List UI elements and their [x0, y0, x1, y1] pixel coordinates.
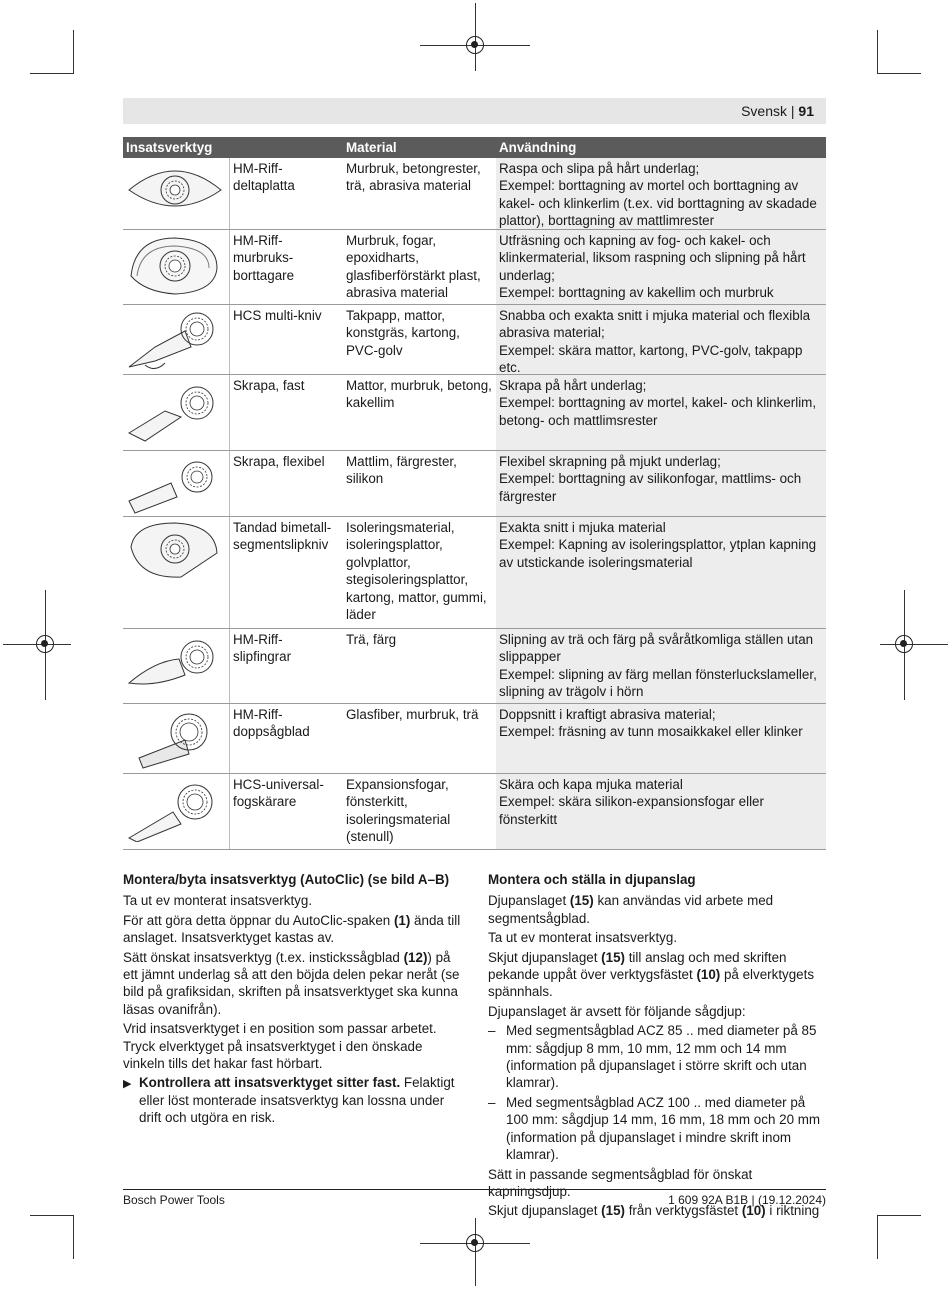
- rigid-scraper-icon: [125, 377, 225, 443]
- crop-mark: [73, 30, 74, 74]
- material-cell: Mattlim, färgrester, silikon: [346, 454, 457, 487]
- mortar-remover-icon: [125, 232, 225, 298]
- usage-cell: Raspa och slipa på hårt underlag; Exempel: borttagning av mortel och borttagning av kakel- och klinkerlim (t.ex. vid borttagning av skadade plattor), borttagning av mattlimrester: [496, 158, 826, 229]
- page-number: 91: [798, 103, 814, 119]
- material-cell: Glasfiber, murbruk, trä: [346, 707, 479, 722]
- table-row: [123, 774, 826, 850]
- tool-image: [123, 158, 230, 229]
- tool-image: [123, 517, 230, 628]
- column-header-tool: Insatsverktyg: [126, 139, 213, 155]
- right-column: [488, 871, 828, 1222]
- footer-doc-id: 1 609 92A B1B | (19.12.2024): [668, 1193, 826, 1207]
- usage-cell: Skrapa på hårt underlag; Exempel: borttagning av mortel, kakel- och klinkerlim, betong- och mattlimsrester: [496, 375, 826, 450]
- usage-cell: Flexibel skrapning på mjukt underlag; Exempel: borttagning av silikonfogar, mattlims- och färgrester: [496, 451, 826, 516]
- paragraph: Sätt önskat insatsverktyg (t.ex. instickssågblad (12)) på ett jämnt underlag så att den böjda delen pekar neråt (se bild på grafiksidan, skriften på insatsverktyget ska kunna läsas ovanifrån).: [123, 949, 460, 1017]
- usage-cell: Doppsnitt i kraftigt abrasiva material; Exempel: fräsning av tunn mosaikkakel eller klinker: [496, 704, 826, 773]
- material-cell: Trä, färg: [346, 632, 397, 647]
- tool-name: Skrapa, flexibel: [233, 454, 325, 469]
- tool-name: HCS-universal-fogskärare: [233, 777, 324, 810]
- tool-image: [123, 629, 230, 703]
- delta-plate-icon: [125, 160, 225, 226]
- paragraph: Sätt in passande segmentsågblad för önskat kapningsdjup.: [488, 1166, 753, 1199]
- registration-target-icon: [466, 1234, 484, 1252]
- sanding-finger-icon: [125, 631, 225, 697]
- crop-mark: [877, 1215, 921, 1216]
- usage-cell: Skära och kapa mjuka material Exempel: skära silikon-expansionsfogar eller fönsterkitt: [496, 774, 826, 849]
- registration-line: [880, 644, 948, 645]
- paragraph: Ta ut ev monterat insatsverktyg.: [488, 930, 678, 946]
- section-heading-depth-stop: Montera och ställa in djupanslag: [488, 872, 696, 887]
- flexible-scraper-icon: [125, 453, 225, 519]
- tool-name: HM-Riff-slipfingrar: [233, 632, 292, 665]
- material-cell: Takpapp, mattor, konstgräs, kartong, PVC-golv: [346, 308, 460, 358]
- tool-name: Skrapa, fast: [233, 378, 305, 393]
- registration-target-icon: [36, 635, 54, 653]
- section-heading-mount: Montera/byta insatsverktyg (AutoClic) (se bild A–B): [123, 872, 450, 887]
- tool-image: [123, 451, 230, 516]
- tool-image: [123, 704, 230, 773]
- tool-name: Tandad bimetall-segmentslipkniv: [233, 520, 332, 553]
- tool-image: [123, 774, 230, 849]
- table-row: [123, 305, 826, 375]
- material-cell: Murbruk, betongrester, trä, abrasiva material: [346, 161, 481, 194]
- table-row: [123, 158, 826, 230]
- crop-mark: [30, 73, 74, 74]
- paragraph: Vrid insatsverktyget i en position som passar arbetet. Tryck elverktyget på insatsverktyget i den önskade vinkeln tills det hakar fast hörbart.: [123, 1021, 437, 1072]
- crop-mark: [877, 73, 921, 74]
- tool-name: HCS multi-kniv: [233, 308, 322, 323]
- warning-note: [123, 1074, 463, 1126]
- tool-name: HM-Riff-murbruks-borttagare: [233, 233, 295, 283]
- paragraph: För att göra detta öppnar du AutoClic-spaken (1) ända till anslaget. Insatsverktyget kastas av.: [123, 912, 461, 946]
- table-row: [123, 629, 826, 704]
- page-header: [123, 98, 826, 124]
- multi-knife-icon: [125, 307, 225, 373]
- tool-image: [123, 305, 230, 374]
- paragraph: Skjut djupanslaget (15) till anslag och med skriften pekande uppåt över verktygsfästet (10) på elverktygets spännhals.: [488, 949, 815, 1000]
- depth-list: [488, 1022, 828, 1163]
- crop-mark: [877, 1215, 878, 1259]
- list-item: – Med segmentsågblad ACZ 100 .. med diameter på 100 mm: sågdjup 14 mm, 16 mm, 18 mm och 20 mm (information på djupanslaget i mindre skrift inom klamrar).: [488, 1094, 821, 1163]
- footer-brand: Bosch Power Tools: [123, 1193, 225, 1207]
- registration-target-icon: [466, 36, 484, 54]
- paragraph: Ta ut ev monterat insatsverktyg.: [123, 893, 313, 909]
- paragraph: Djupanslaget (15) kan användas vid arbete med segmentsågblad.: [488, 893, 774, 926]
- page-footer: [123, 1189, 826, 1207]
- column-header-usage: Användning: [499, 139, 577, 155]
- usage-cell: Exakta snitt i mjuka material Exempel: Kapning av isoleringsplattor, ytplan kapning av utstickande isoleringsmaterial: [496, 517, 826, 628]
- material-cell: Mattor, murbruk, betong, kakellim: [346, 378, 492, 411]
- usage-cell: Utfräsning och kapning av fog- och kakel- och klinkermaterial, liksom raspning och slipning på hårt underlag; Exempel: borttagning av kakellim och murbruk: [496, 230, 826, 304]
- tool-name: HM-Riff-doppsågblad: [233, 707, 310, 740]
- crop-mark: [877, 30, 878, 74]
- table-row: [123, 517, 826, 629]
- crop-mark: [73, 1215, 74, 1259]
- crop-mark: [30, 1215, 74, 1216]
- tool-image: [123, 230, 230, 304]
- registration-target-icon: [895, 635, 913, 653]
- segment-knife-icon: [125, 519, 225, 585]
- paragraph: Skjut djupanslaget (15) från verktygsfästet (10) i riktning: [488, 1203, 820, 1219]
- usage-cell: Slipning av trä och färg på svåråtkomliga ställen utan slippapper Exempel: slipning av färg mellan fönsterluckslameller, slipning av trägolv i hörn: [496, 629, 826, 703]
- table-row: [123, 451, 826, 517]
- material-cell: Isoleringsmaterial, isoleringsplattor, golvplattor, stegisoleringsplattor, kartong, mattor, gummi, läder: [346, 520, 487, 623]
- warning-text: Kontrollera att insatsverktyget sitter fast. Felaktigt eller löst monterade insatsverktyg kan lossna under drift och utgöra en risk.: [139, 1075, 455, 1126]
- table-row: [123, 375, 826, 451]
- tools-table: [123, 137, 826, 850]
- language-label: Svensk: [741, 103, 787, 119]
- table-row: [123, 704, 826, 774]
- tool-image: [123, 375, 230, 450]
- table-header: [123, 137, 826, 158]
- usage-cell: Snabba och exakta snitt i mjuka material och flexibla abrasiva material; Exempel: skära mattor, kartong, PVC-golv, takpapp etc.: [496, 305, 826, 374]
- table-row: [123, 230, 826, 305]
- material-cell: Expansionsfogar, fönsterkitt, isoleringsmaterial (stenull): [346, 777, 451, 845]
- left-column: [123, 871, 463, 1127]
- arrow-right-icon: ▶: [123, 1078, 132, 1091]
- page-label: Svensk | 91: [741, 103, 814, 119]
- list-item: – Med segmentsågblad ACZ 85 .. med diameter på 85 mm: sågdjup 8 mm, 10 mm, 12 mm och 14 mm (information på djupanslaget i större skrift och utan klamrar).: [488, 1023, 817, 1091]
- joint-cutter-icon: [125, 776, 225, 842]
- column-header-material: Material: [346, 139, 397, 155]
- registration-line: [475, 1218, 476, 1286]
- tool-name: HM-Riff-deltaplatta: [233, 161, 295, 194]
- material-cell: Murbruk, fogar, epoxidharts, glasfiberförstärkt plast, abrasiva material: [346, 233, 481, 301]
- paragraph: Djupanslaget är avsett för följande sågdjup:: [488, 1003, 746, 1019]
- plunge-blade-icon: [125, 706, 225, 772]
